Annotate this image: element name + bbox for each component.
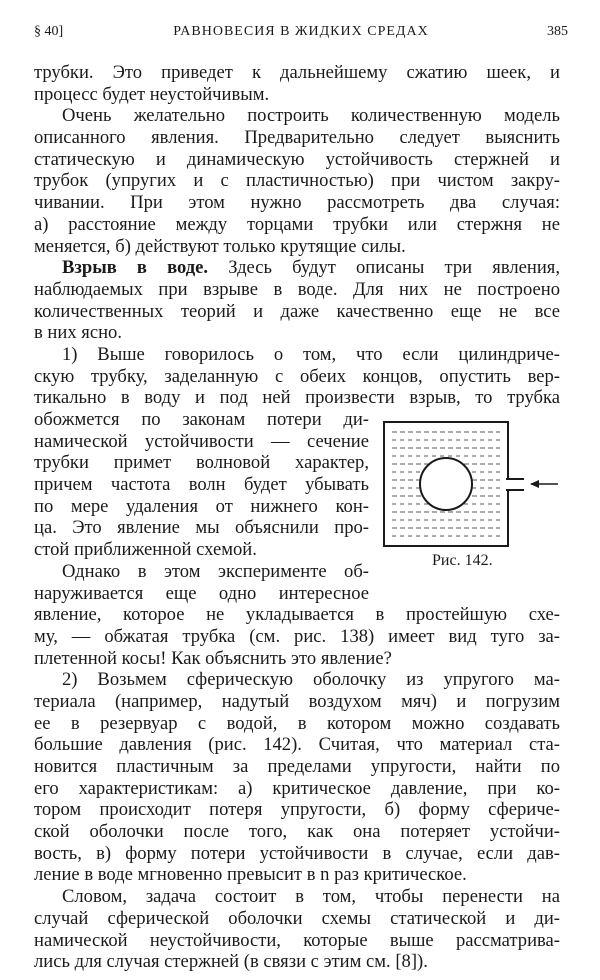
text-line: чивании. При этом нужно рассмотреть два случая: bbox=[34, 192, 560, 214]
text-line: трубки. Это приведет к дальнейшему сжатию шеек, и bbox=[34, 62, 560, 83]
text-line: лись для случая стержней (в связи с этим см. [8]). bbox=[34, 951, 428, 973]
pressure-arrow-head bbox=[530, 480, 539, 488]
text-line: случай сферической оболочки схемы статической и ди- bbox=[34, 907, 560, 929]
figure-caption: Рис. 142. bbox=[432, 552, 493, 569]
text-line: наруживается еще одно интересное bbox=[34, 582, 369, 604]
text-line: Очень желательно построить количественную модель bbox=[62, 105, 560, 127]
text-line: процесс будет неустойчивым. bbox=[34, 83, 270, 105]
text-line: ление в воде мгновенно превысит в n раз критическое. bbox=[34, 864, 467, 886]
text-line: меняется, б) действуют только крутящие силы. bbox=[34, 235, 406, 257]
text-fragment: Здесь будут описаны три явления, bbox=[228, 257, 560, 279]
text-line: явление, которое не укладывается в простейшую схе- bbox=[34, 604, 560, 626]
text-line: териала (например, надутый воздухом мяч) и погрузим bbox=[34, 690, 560, 712]
text-line: намической устойчивости — сечение bbox=[34, 430, 369, 452]
section-number: § 40] bbox=[34, 24, 64, 39]
text-line: ца. Это явление мы объяснили про- bbox=[34, 517, 369, 539]
running-title: РАВНОВЕСИЯ В ЖИДКИХ СРЕДАХ bbox=[173, 24, 429, 39]
text-line: новится пластичным за пределами упругости, найти по bbox=[34, 756, 560, 777]
text-line: по мере удаления от нижнего кон- bbox=[34, 495, 369, 517]
text-line: в них ясно. bbox=[34, 322, 122, 344]
text-line: ской оболочки после того, как она потеряет устойчи- bbox=[34, 821, 560, 843]
running-header bbox=[34, 24, 568, 46]
text-line: 2) Возьмем сферическую оболочку из упругого ма- bbox=[62, 669, 560, 691]
text-line: трубки примет волновой характер, bbox=[34, 452, 369, 474]
text-line bbox=[34, 257, 560, 279]
text-line: статическую и динамическую устойчивость стержней и bbox=[34, 148, 560, 170]
text-line: Однако в этом эксперименте об- bbox=[62, 560, 369, 582]
text-line: ее в резервуар с водой, в котором можно создавать bbox=[34, 712, 560, 734]
paragraph-heading: Взрыв в воде. bbox=[62, 257, 209, 279]
text-line: а) расстояние между торцами трубки или стержня не bbox=[34, 213, 560, 235]
text-line: большие давления (рис. 142). Считая, что материал ста- bbox=[34, 734, 560, 756]
text-line: плетенной косы! Как объяснить это явление? bbox=[34, 647, 392, 669]
text-line: количественных теорий и даже качественно еще не все bbox=[34, 300, 560, 322]
text-line: Словом, задача состоит в том, чтобы перенести на bbox=[62, 886, 560, 908]
text-line: обожмется по законам потери ди- bbox=[34, 409, 369, 430]
text-line: его характеристикам: а) критическое давление, при ко- bbox=[34, 777, 560, 799]
text-line: скую трубку, заделанную с обеих концов, опустить вер- bbox=[34, 365, 560, 387]
text-line: 1) Выше говорилось о том, что если цилиндриче- bbox=[62, 343, 560, 365]
text-line: тором происходит потеря упругости, б) форму сфериче- bbox=[34, 799, 560, 821]
text-line: му, — обжатая трубка (см. рис. 138) имеет вид туго за- bbox=[34, 625, 560, 647]
text-line: трубок (упругих и с пластичностью) при чистом закру- bbox=[34, 170, 560, 192]
text-line: описанного явления. Предварительно следует выяснить bbox=[34, 127, 560, 149]
text-line: стой приближенной схемой. bbox=[34, 539, 257, 561]
text-line: вость, в) форму потери устойчивости в случае, если дав- bbox=[34, 842, 560, 864]
text-line: наблюдаемых при взрыве в воде. Для них не построено bbox=[34, 278, 560, 300]
sphere-shell bbox=[420, 458, 472, 510]
reservoir-diagram bbox=[382, 420, 562, 550]
text-line: тикально в воду и под ней произвести взрыв, то трубка bbox=[34, 387, 560, 409]
page-number: 385 bbox=[547, 24, 568, 39]
text-line: намической неустойчивости, которые выше рассматрива- bbox=[34, 929, 560, 951]
text-line: причем частота волн будет убывать bbox=[34, 474, 369, 496]
